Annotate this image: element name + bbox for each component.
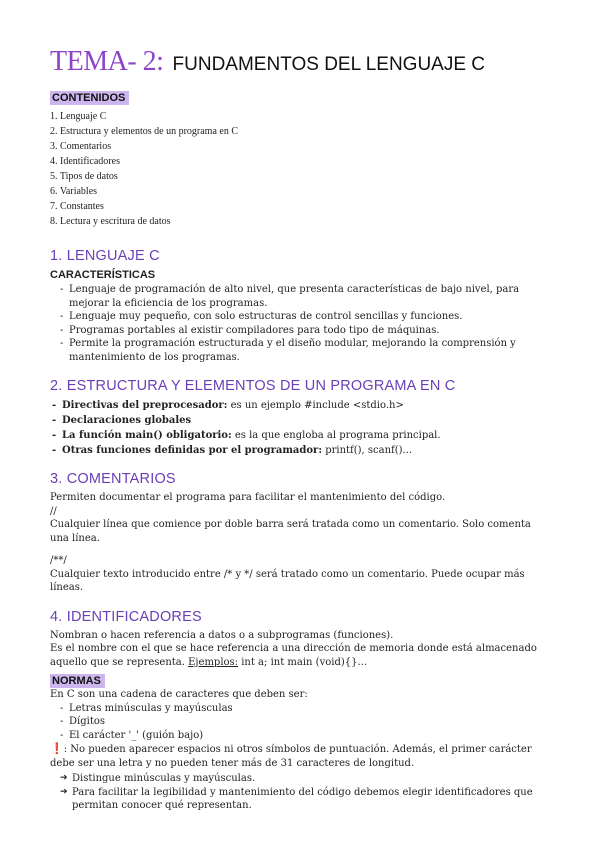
term-colon: : xyxy=(318,445,323,456)
normas-list xyxy=(50,702,552,743)
section-heading-identificadores: 4. IDENTIFICADORES xyxy=(50,608,202,625)
contenidos-section xyxy=(50,86,552,229)
term: Otras funciones definidas por el programador xyxy=(62,445,319,456)
identificadores-p2 xyxy=(50,642,552,669)
warning-text: : No pueden aparecer espacios ni otros símbolos de puntuación. Además, el primer carácter debe ser una letra y no pueden tener más de 31 caracteres de longitud. xyxy=(50,744,532,769)
comentarios-intro: Permiten documentar el programa para facilitar el mantenimiento del código. xyxy=(50,492,446,503)
desc: printf(), scanf()... xyxy=(322,445,413,456)
term: La función main() obligatorio xyxy=(62,430,228,441)
toc-item: 7. Constantes xyxy=(50,201,104,212)
warning-note xyxy=(50,742,552,770)
section-heading-comentarios: 3. COMENTARIOS xyxy=(50,471,176,487)
title-tema: TEMA- 2: xyxy=(50,46,164,77)
list-item xyxy=(50,413,552,428)
term-colon: : xyxy=(223,400,228,411)
toc-item: 8. Lectura y escritura de datos xyxy=(50,216,171,227)
list-item xyxy=(50,428,552,443)
list-item: - Permite la programación estructurada y el diseño modular, mejorando la comprensión y mantenimiento de los programas. xyxy=(60,337,552,364)
section-heading-lenguaje-c: 1. LENGUAJE C xyxy=(50,248,160,264)
list-item xyxy=(50,443,552,458)
arrow-list xyxy=(50,772,552,813)
ejemplos-text: int a; int main (void){}... xyxy=(238,656,368,668)
caracteristicas-subheading: CARACTERÍSTICAS xyxy=(50,269,156,281)
line-comment-syntax: // xyxy=(50,505,57,517)
list-item xyxy=(50,398,552,413)
toc-item: 3. Comentarios xyxy=(50,141,112,152)
toc-item: 1. Lenguaje C xyxy=(50,111,107,122)
ejemplos-label: Ejemplos: xyxy=(188,656,239,668)
title-text: FUNDAMENTOS DEL LENGUAJE C xyxy=(172,54,486,75)
toc-item: 6. Variables xyxy=(50,186,98,197)
list-item: - Letras minúsculas y mayúsculas xyxy=(60,702,552,716)
toc-item: 2. Estructura y elementos de un programa en C xyxy=(50,126,238,137)
toc-item: 4. Identificadores xyxy=(50,156,120,167)
list-item: ➔ Distingue minúsculas y mayúsculas. xyxy=(60,772,552,786)
caracteristicas-list xyxy=(50,283,552,364)
exclamation-icon: ❗ xyxy=(50,742,64,755)
list-item: - Lenguaje de programación de alto nivel, que presenta características de bajo nivel, para mejorar la eficiencia de los programas. xyxy=(60,283,552,310)
identificadores-p1: Nombran o hacen referencia a datos o a subprogramas (funciones). xyxy=(50,629,394,641)
normas-label: NORMAS xyxy=(50,674,105,688)
toc-item: 5. Tipos de datos xyxy=(50,171,118,182)
term-colon: : xyxy=(227,430,232,441)
contenidos-list xyxy=(50,109,552,229)
term: Directivas del preprocesador xyxy=(62,400,224,411)
list-item: - El carácter '_' (guión bajo) xyxy=(60,729,552,743)
term: Declaraciones globales xyxy=(62,415,192,426)
line-comment-desc: Cualquier línea que comience por doble barra será tratada como un comentario. Solo comenta una línea. xyxy=(50,519,531,544)
list-item: - Programas portables al existir compiladores para todo tipo de máquinas. xyxy=(60,324,552,338)
list-item: - Lenguaje muy pequeño, con solo estructuras de control sencillas y funciones. xyxy=(60,310,552,324)
block-comment-desc: Cualquier texto introducido entre /* y */ será tratado como un comentario. Puede ocupar más líneas. xyxy=(50,568,525,593)
normas-intro: En C son una cadena de caracteres que deben ser: xyxy=(50,689,308,700)
list-item: - Dígitos xyxy=(60,715,552,729)
block-comment-syntax: /**/ xyxy=(50,555,67,566)
estructura-list xyxy=(50,398,552,458)
desc: es un ejemplo #include <stdio.h> xyxy=(227,400,404,411)
contenidos-label: CONTENIDOS xyxy=(50,91,129,105)
list-item: ➔ Para facilitar la legibilidad y mantenimiento del código debemos elegir identificadores que permitan conocer qué representan. xyxy=(60,786,552,813)
page-title xyxy=(50,46,552,78)
p2-text: Es el nombre con el que se hace referencia a una dirección de memoria donde está almacenado aquello que se representa. xyxy=(50,643,537,668)
desc: es la que engloba al programa principal. xyxy=(231,430,441,441)
section-heading-estructura: 2. ESTRUCTURA Y ELEMENTOS DE UN PROGRAMA EN C xyxy=(50,378,456,394)
